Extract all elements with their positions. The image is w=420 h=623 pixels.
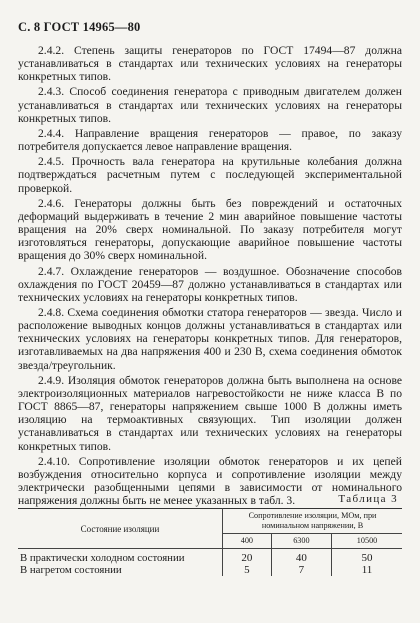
paragraph-2-4-7: 2.4.7. Охлаждение генераторов — воздушное. Обозначение способов охлаждения по ГОСТ 20459—87 должно устанавливаться в стандартах или технических условиях на генераторы конкретных типов. <box>18 264 402 304</box>
voltage-header: 400 <box>223 534 272 549</box>
paragraph-2-4-6: 2.4.6. Генераторы должны быть без повреждений и остаточных деформаций выдерживать в течение 2 мин аварийное повышение частоты вращения на 20% сверх номинальной. По заказу потребителя могут изготовляться генераторы, допускающие аварийное повышение частоты вращения до 30% сверх номинальной. <box>18 196 402 263</box>
table-cell: 20 <box>223 549 272 565</box>
column-header-state: Состояние изоляции <box>18 509 223 549</box>
table-caption: Таблица 3 <box>338 493 398 505</box>
paragraph-2-4-10: 2.4.10. Сопротивление изоляции обмоток генераторов и их цепей возбуждения относительно корпуса и сопротивление изоляции между электрически разобщенными цепями в зависимости от номинального напряжения должны быть не менее указанных в табл. 3. <box>18 454 402 508</box>
body-text <box>18 44 402 507</box>
row-state-label: В нагретом состоянии <box>18 564 223 576</box>
paragraph-2-4-3: 2.4.3. Способ соединения генератора с приводным двигателем должен устанавливаться в стандартах или технических условиях на генераторы конкретных типов. <box>18 85 402 125</box>
table-cell: 11 <box>361 564 373 576</box>
paragraph-2-4-4: 2.4.4. Направление вращения генераторов — правое, по заказу потребителя допускается левое направление вращения. <box>18 126 402 154</box>
table-cell: 5 <box>223 564 272 576</box>
column-group-header: Сопротивление изоляции, МОм, при номинальном напряжении, В <box>223 509 403 534</box>
table-cell: 7 <box>271 564 331 576</box>
table-cell: 50 <box>361 552 373 564</box>
paragraph-2-4-9: 2.4.9. Изоляция обмоток генераторов должна быть выполнена на основе электроизоляционных материалов нагревостойкости не ниже класса В по ГОСТ 8865—87, генераторы напряжением свыше 1000 В должны иметь изоляцию на термоактивных связующих. Тип изоляции должен устанавливаться в стандартах или технических условиях на генераторы конкретных типов. <box>18 373 402 453</box>
paragraph-2-4-2: 2.4.2. Степень защиты генераторов по ГОСТ 17494—87 должна устанавливаться в стандартах или технических условиях на генераторы конкретных типов. <box>18 44 402 84</box>
table-cell: 40 <box>271 549 331 565</box>
voltage-header: 10500 <box>332 534 402 549</box>
table-row <box>18 549 402 565</box>
page-header: С. 8 ГОСТ 14965—80 <box>18 20 141 34</box>
voltage-header: 6300 <box>271 534 331 549</box>
paragraph-2-4-5: 2.4.5. Прочность вала генератора на крутильные колебания должна подтверждаться расчетным путем с последующей экспериментальной проверкой. <box>18 155 402 195</box>
row-state-label: В практически холодном состоянии <box>18 549 223 565</box>
paragraph-2-4-8: 2.4.8. Схема соединения обмотки статора генераторов — звезда. Число и расположение выводных концов должны устанавливаться в стандартах или технических условиях на генераторы конкретных типов. Для генераторов, изготавливаемых на два напряжения 400 и 230 В, схема соединения обмоток звезда/треугольник. <box>18 305 402 372</box>
table-row <box>18 564 402 576</box>
insulation-resistance-table <box>18 508 402 576</box>
